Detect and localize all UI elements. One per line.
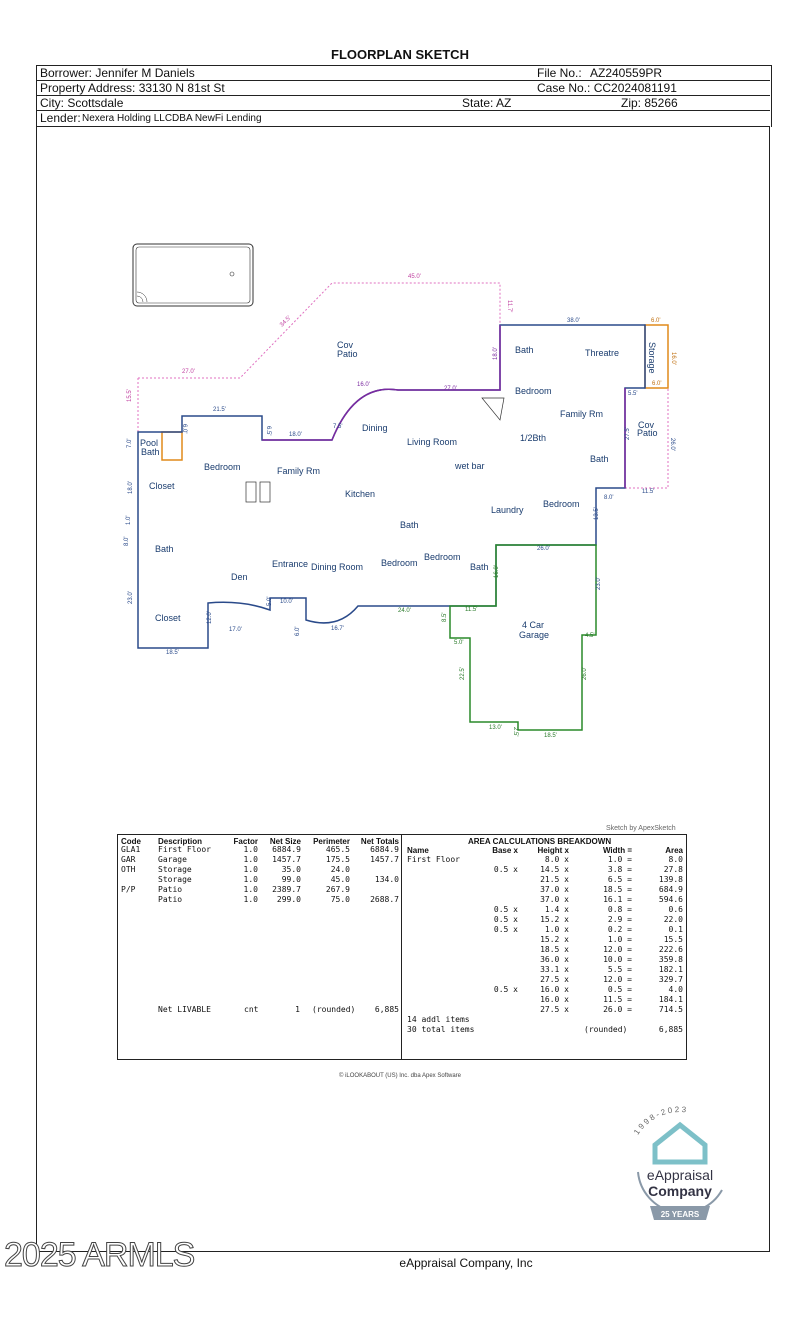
breakdown-cell: 16.0 x: [540, 985, 569, 994]
summary-header: Code: [121, 837, 141, 846]
summary-cell: 465.5: [325, 845, 350, 854]
header-row-address: [37, 81, 770, 96]
pool-icon: [133, 244, 253, 306]
dimension-label: 5.5': [628, 391, 638, 397]
breakdown-cell: 27.5 x: [540, 1005, 569, 1014]
summary-cell: Patio: [158, 895, 183, 904]
room-label: Family Rm: [277, 466, 320, 476]
table-divider: [401, 835, 402, 1059]
breakdown-header: Name: [407, 846, 429, 855]
room-label: Living Room: [407, 437, 458, 447]
breakdown-cell: 182.1: [658, 965, 683, 974]
summary-cell: 1.0: [243, 875, 258, 884]
breakdown-cell: 12.0 =: [603, 945, 632, 954]
room-label: Dining Room: [311, 562, 364, 572]
summary-cell: P/P: [121, 885, 136, 894]
summary-cell: Storage: [158, 865, 192, 874]
room-label: Bedroom: [381, 558, 418, 568]
net-livable-count: 1: [295, 1005, 300, 1014]
dimension-label: 6.0': [651, 318, 661, 324]
room-label: Dining: [362, 423, 388, 433]
summary-cell: 1.0: [243, 895, 258, 904]
summary-cell: 99.0: [281, 875, 301, 884]
stairs-icon: [482, 398, 504, 420]
room-label: Laundry: [491, 505, 524, 515]
svg-text:1 9 9 8 - 2 0 2 3: [632, 1105, 687, 1136]
summary-cell: 1.0: [243, 865, 258, 874]
dimension-label: 1.0': [126, 515, 132, 525]
breakdown-total: 6,885: [658, 1025, 683, 1034]
footer: eAppraisal Company, Inc: [399, 1256, 533, 1270]
breakdown-cell: 0.5 =: [607, 985, 632, 994]
breakdown-cell: 27.5 x: [540, 975, 569, 984]
room-label: Bedroom: [515, 386, 552, 396]
addl-items: 14 addl items: [407, 1015, 470, 1024]
summary-cell: 1.0: [243, 885, 258, 894]
breakdown-cell: 8.0 x: [544, 855, 569, 864]
summary-cell: 2389.7: [272, 885, 301, 894]
breakdown-cell: 16.0 x: [540, 995, 569, 1004]
summary-header: Net Size: [269, 837, 301, 846]
net-livable-rounded: (rounded): [312, 1005, 356, 1014]
dimension-label: 22.5': [460, 667, 466, 680]
dimension-label: 34.5': [279, 315, 293, 329]
room-label: Threatre: [585, 348, 620, 358]
header-row-borrower: [37, 66, 770, 81]
breakdown-cell: 0.2 =: [607, 925, 632, 934]
breakdown-title: AREA CALCULATIONS BREAKDOWN: [468, 837, 612, 846]
floorplan-sketch: [36, 128, 770, 828]
breakdown-cell: 15.5: [663, 935, 683, 944]
breakdown-cell: 15.2 x: [540, 915, 569, 924]
net-livable-total: 6,885: [374, 1005, 399, 1014]
covered-patio-outline: [138, 283, 668, 488]
breakdown-cell: 684.9: [658, 885, 683, 894]
dimension-label: 16.0': [670, 352, 676, 365]
room-label: Bath: [590, 454, 609, 464]
property-address: Property Address: 33130 N 81st St: [40, 81, 225, 95]
summary-header: Description: [158, 837, 203, 846]
dimension-label: 11.5': [642, 489, 655, 495]
breakdown-cell: 0.5 x: [493, 865, 518, 874]
breakdown-cell: 184.1: [658, 995, 683, 1004]
room-label: Bedroom: [204, 462, 241, 472]
dimension-label: 6.0': [295, 626, 301, 636]
summary-cell: 1457.7: [272, 855, 301, 864]
room-label: Bath: [400, 520, 419, 530]
logo-badge: 25 YEARS: [660, 1210, 700, 1219]
dimension-label: 6.0': [652, 381, 662, 387]
breakdown-cell: 0.5 x: [493, 915, 518, 924]
dimension-label: 16.0': [494, 565, 500, 578]
summary-cell: 1.0: [243, 845, 258, 854]
breakdown-cell: 11.5 =: [603, 995, 632, 1004]
breakdown-cell: 0.1: [668, 925, 683, 934]
breakdown-cell: 10.0 =: [603, 955, 632, 964]
room-label: Pool: [140, 438, 159, 448]
dimension-label: 8.5': [442, 612, 448, 622]
breakdown-cell: 37.0 x: [540, 895, 569, 904]
breakdown-cell: 18.5 x: [540, 945, 569, 954]
city: City: Scottsdale: [40, 96, 124, 110]
summary-header: Factor: [233, 837, 258, 846]
breakdown-cell: 18.5 =: [603, 885, 632, 894]
logo-line1: eAppraisal: [646, 1167, 714, 1183]
dimension-label: 8.0': [604, 495, 614, 501]
dimension-label: 17.0': [229, 627, 242, 633]
dimension-label: 2.5': [512, 727, 518, 737]
breakdown-cell: 22.0: [663, 915, 683, 924]
room-label: Patio: [337, 349, 358, 359]
summary-cell: 75.0: [330, 895, 350, 904]
dimension-label: 23.0': [128, 591, 134, 604]
breakdown-cell: 36.0 x: [540, 955, 569, 964]
summary-cell: Garage: [158, 855, 187, 864]
breakdown-name: First Floor: [407, 855, 460, 864]
breakdown-cell: 329.7: [658, 975, 683, 984]
summary-cell: 45.0: [330, 875, 350, 884]
dimension-label: 10.0': [280, 599, 293, 605]
room-label: Bedroom: [543, 499, 580, 509]
dimension-label: 18.0': [493, 347, 499, 360]
dimension-label: 12.0': [207, 611, 213, 624]
breakdown-cell: 1.0 =: [607, 935, 632, 944]
breakdown-cell: 12.0 =: [603, 975, 632, 984]
summary-cell: 267.9: [325, 885, 350, 894]
page-title: FLOORPLAN SKETCH: [331, 47, 469, 62]
breakdown-cell: 5.5 =: [607, 965, 632, 974]
dimension-label: 26.0': [669, 438, 675, 451]
room-label: Patio: [637, 428, 658, 438]
dimension-label: 24.0': [398, 608, 411, 614]
breakdown-cell: 27.8: [663, 865, 683, 874]
dimension-label: 45.0': [408, 274, 421, 280]
logo-line2: Company: [648, 1183, 712, 1199]
dimension-label: 5.0': [454, 640, 464, 646]
total-items: 30 total items: [407, 1025, 475, 1034]
dimension-label: 5.0': [267, 596, 273, 606]
breakdown-cell: 1.0 =: [607, 855, 632, 864]
summary-cell: Patio: [158, 885, 183, 894]
breakdown-cell: 0.8 =: [607, 905, 632, 914]
breakdown-cell: 714.5: [658, 1005, 683, 1014]
dimension-label: 18.5': [544, 733, 557, 739]
logo-years-arc: 1 9 9 8 - 2 0 2 3: [632, 1104, 687, 1137]
breakdown-cell: 0.5 x: [493, 905, 518, 914]
breakdown-cell: 33.1 x: [540, 965, 569, 974]
summary-cell: 6884.9: [272, 845, 301, 854]
breakdown-cell: 15.2 x: [540, 935, 569, 944]
header-row-lender: [37, 111, 770, 125]
dimension-label: 27.0': [444, 386, 457, 392]
summary-cell: GAR: [121, 855, 136, 864]
summary-cell: Storage: [158, 875, 192, 884]
header-row-city: [37, 96, 770, 111]
breakdown-cell: 139.8: [658, 875, 683, 884]
dimension-label: 23.0': [596, 577, 602, 590]
summary-cell: 1.0: [243, 855, 258, 864]
breakdown-cell: 222.6: [658, 945, 683, 954]
area-calculations: [117, 834, 687, 1060]
first-floor-outline: [138, 325, 645, 648]
breakdown-cell: 8.0: [668, 855, 683, 864]
dimension-label: 7.0': [127, 438, 133, 448]
dimension-label: 27.5': [625, 427, 631, 440]
dimension-label: 21.5': [213, 407, 226, 413]
breakdown-cell: 1.0 x: [544, 925, 569, 934]
room-label: Entrance: [272, 559, 309, 569]
summary-cell: 134.0: [374, 875, 399, 884]
summary-cell: OTH: [121, 865, 136, 874]
room-label: Garage: [519, 630, 550, 640]
dimension-label: 18.0': [128, 481, 134, 494]
breakdown-cell: 3.8 =: [607, 865, 632, 874]
copyright: © iLOOKABOUT (US) Inc. dba Apex Software: [338, 1073, 462, 1079]
sketch-credit: Sketch by ApexSketch: [606, 825, 676, 832]
dimension-label: 11.5': [465, 607, 478, 613]
dimension-label: 11.7': [506, 300, 512, 313]
state: State: AZ: [462, 96, 512, 110]
breakdown-rounded: (rounded): [584, 1025, 628, 1034]
dimension-label: 27.0': [182, 369, 195, 375]
dimension-label: 13.5': [594, 507, 600, 520]
summary-cell: First Floor: [158, 845, 211, 854]
breakdown-cell: 2.9 =: [607, 915, 632, 924]
room-label: 4 Car: [522, 620, 545, 630]
fireplace-icon: [246, 482, 270, 502]
dimension-label: 18.0': [289, 432, 302, 438]
room-label: Bath: [515, 345, 534, 355]
watermark: 2025 ARMLS: [4, 1236, 195, 1274]
dimension-label: 16.0': [357, 382, 370, 388]
breakdown-cell: 6.5 =: [607, 875, 632, 884]
breakdown-cell: 0.6: [668, 905, 683, 914]
breakdown-cell: 1.4 x: [544, 905, 569, 914]
summary-cell: GLA1: [121, 845, 141, 854]
breakdown-header: Base x: [492, 846, 518, 855]
breakdown-cell: 594.6: [658, 895, 683, 904]
breakdown-cell: 0.5 x: [493, 925, 518, 934]
summary-cell: 6884.9: [370, 845, 399, 854]
dimension-label: 18.5': [166, 650, 179, 656]
breakdown-cell: 37.0 x: [540, 885, 569, 894]
summary-cell: 1457.7: [370, 855, 399, 864]
summary-cell: 35.0: [281, 865, 301, 874]
case-no: Case No.: CC2024081191: [537, 81, 677, 95]
breakdown-cell: 26.0 =: [603, 1005, 632, 1014]
dimension-label: 6.5': [265, 426, 271, 436]
dimension-label: 4.5': [585, 633, 595, 639]
breakdown-header: Width =: [602, 846, 632, 855]
breakdown-cell: 21.5 x: [540, 875, 569, 884]
dimension-label: 8.0': [124, 536, 130, 546]
room-label: wet bar: [455, 461, 485, 471]
file-no-label: File No.:: [537, 66, 582, 80]
summary-cell: 175.5: [325, 855, 350, 864]
dimension-label: 7.5': [333, 424, 343, 430]
room-label: Closet: [149, 481, 175, 491]
patio-wall: [262, 325, 625, 488]
breakdown-cell: 14.5 x: [540, 865, 569, 874]
dimension-label: 13.0': [489, 725, 502, 731]
file-no: AZ240559PR: [590, 66, 663, 80]
dimension-label: 16.7': [331, 626, 344, 632]
eappraisal-logo: [620, 1100, 740, 1230]
summary-header: Net Totals: [360, 837, 399, 846]
borrower: Borrower: Jennifer M Daniels: [40, 66, 195, 80]
room-label: Family Rm: [560, 409, 603, 419]
breakdown-cell: 4.0: [668, 985, 683, 994]
net-livable-cnt: cnt: [244, 1005, 259, 1014]
room-label: Bath: [155, 544, 174, 554]
breakdown-cell: 0.5 x: [493, 985, 518, 994]
room-label: 1/2Bth: [520, 433, 547, 443]
room-label: Cov: [638, 420, 655, 430]
breakdown-header: Area: [665, 846, 683, 855]
dimension-label: 15.5': [127, 389, 133, 402]
lender-label: Lender:: [40, 111, 81, 125]
breakdown-cell: 359.8: [658, 955, 683, 964]
dimension-label: 38.0': [567, 318, 580, 324]
breakdown-cell: 16.1 =: [603, 895, 632, 904]
net-livable-label: Net LIVABLE: [158, 1005, 211, 1014]
room-label: Den: [231, 572, 248, 582]
lender: Nexera Holding LLCDBA NewFi Lending: [82, 113, 262, 124]
room-label: Cov: [337, 340, 354, 350]
room-label: Closet: [155, 613, 181, 623]
dimension-label: 6.0': [181, 424, 187, 434]
room-label: Storage: [647, 342, 657, 374]
summary-cell: 299.0: [276, 895, 301, 904]
room-label: Bath: [141, 447, 160, 457]
dimension-label: 26.0': [537, 546, 550, 552]
breakdown-header: Height x: [537, 846, 569, 855]
zip: Zip: 85266: [621, 96, 678, 110]
summary-cell: 2688.7: [370, 895, 399, 904]
room-label: Bath: [470, 562, 489, 572]
room-label: Bedroom: [424, 552, 461, 562]
summary-header: Perimeter: [313, 837, 350, 846]
summary-cell: 24.0: [330, 865, 350, 874]
room-label: Kitchen: [345, 489, 376, 499]
dimension-label: 26.0': [582, 667, 588, 680]
